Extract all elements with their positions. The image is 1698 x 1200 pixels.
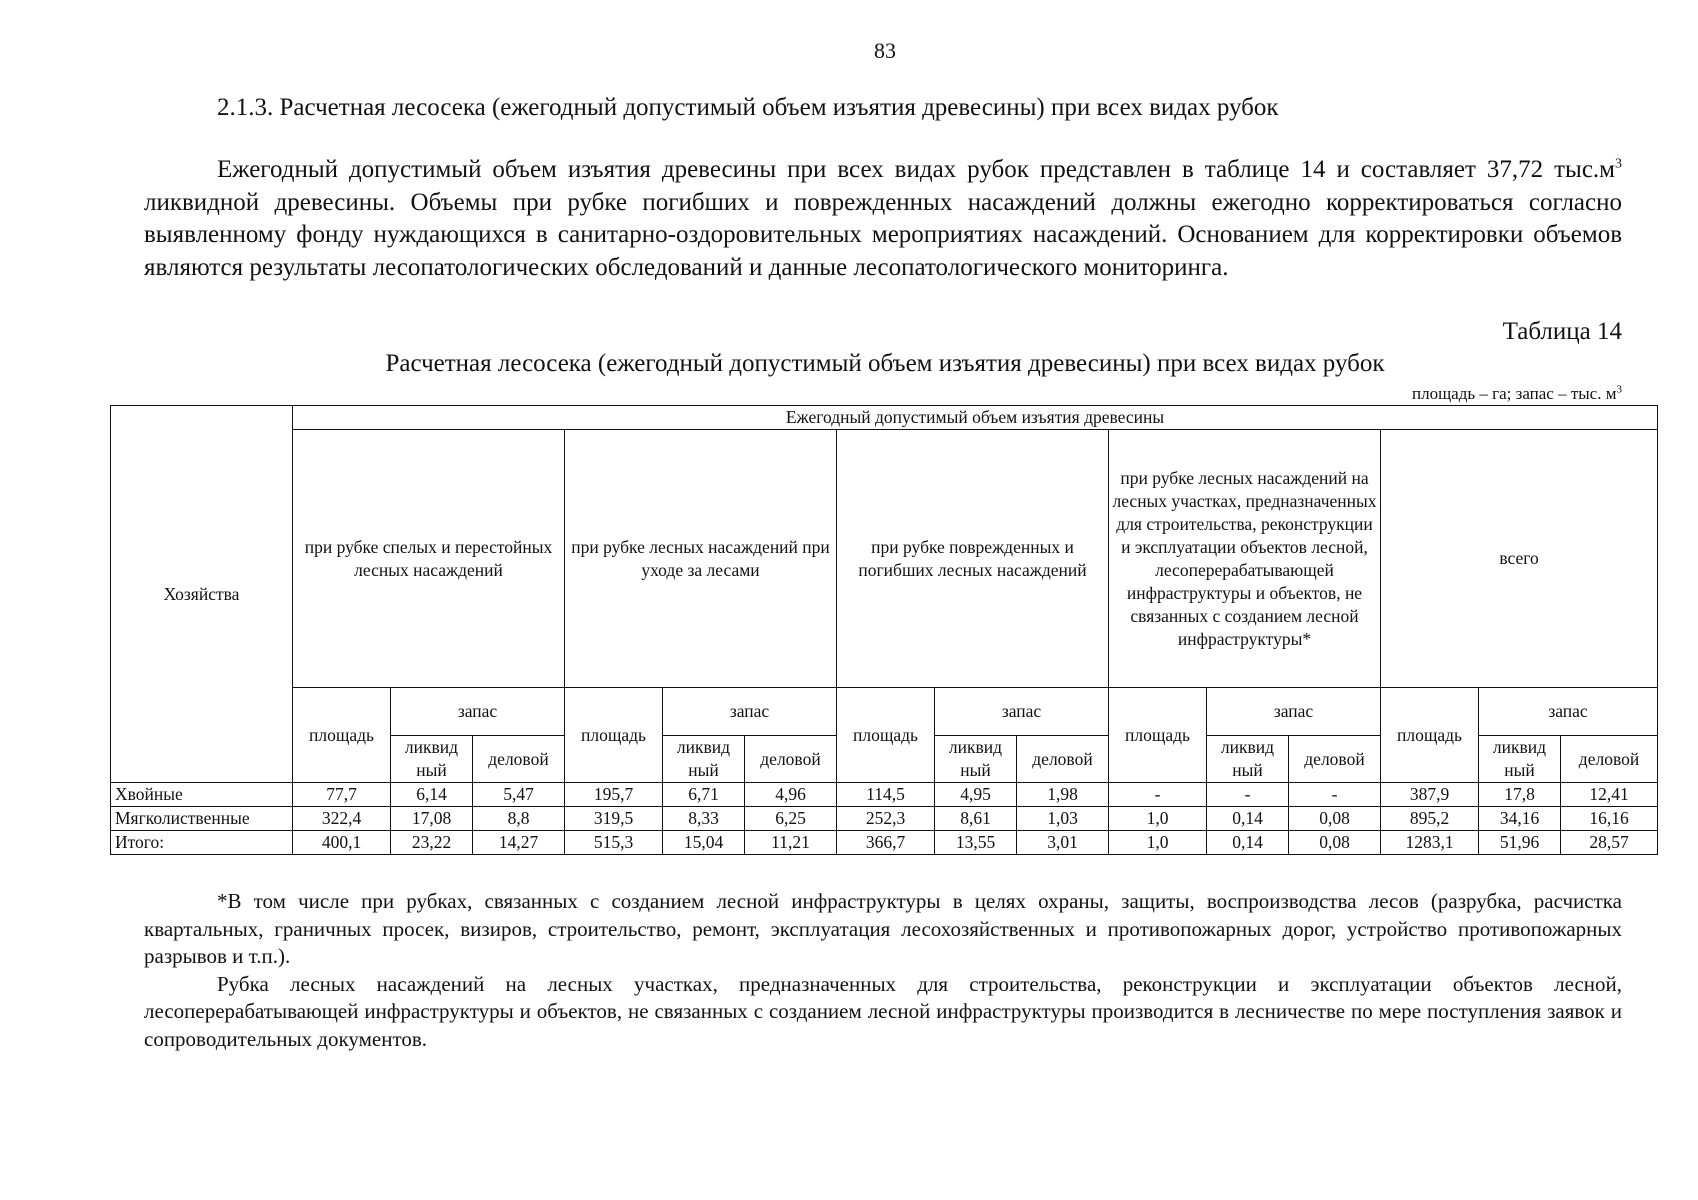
table-cell: 3,01 <box>1017 831 1109 855</box>
row-label: Хвойные <box>111 783 293 807</box>
table-cell: 1,98 <box>1017 783 1109 807</box>
table-cell: 195,7 <box>565 783 663 807</box>
table-cell: 322,4 <box>293 807 391 831</box>
header-farms: Хозяйства <box>111 406 293 783</box>
table-label: Таблица 14 <box>1502 318 1622 345</box>
header-business: деловой <box>1289 736 1381 783</box>
header-annual-volume: Ежегодный допустимый объем изъятия древесины <box>293 406 1658 430</box>
table-cell: 12,41 <box>1561 783 1658 807</box>
table-cell: 15,04 <box>663 831 745 855</box>
header-business: деловой <box>1561 736 1658 783</box>
header-business: деловой <box>473 736 565 783</box>
table-cell: 23,22 <box>391 831 473 855</box>
table-cell: 0,14 <box>1207 831 1289 855</box>
table-cell: 6,25 <box>745 807 837 831</box>
table-row <box>111 831 1658 855</box>
header-group-infrastructure: при рубке лесных насаждений на лесных участках, предназначенных для строительства, реконструкции и эксплуатации объектов лесной, лесоперерабатывающей инфраструктуры и объектов, не связанных с созданием лесной инфраструктуры* <box>1109 430 1381 688</box>
header-stock: запас <box>391 688 565 736</box>
table-cell: 8,33 <box>663 807 745 831</box>
table-row <box>111 783 1658 807</box>
table-cell: 895,2 <box>1381 807 1479 831</box>
header-area: площадь <box>837 688 935 783</box>
table-cell: 17,8 <box>1479 783 1561 807</box>
table-cell: 515,3 <box>565 831 663 855</box>
header-group-total: всего <box>1381 430 1658 688</box>
table-cell: - <box>1289 783 1381 807</box>
intro-text-end: ликвидной древесины. Объемы при рубке погибших и поврежденных насаждений должны ежегодно корректироваться согласно выявленному фонду нуждающихся в санитарно-оздоровительных мероприятиях насаждений. Основанием для корректировки объемов являются результаты лесопатологических обследований и данные лесопатологического мониторинга. <box>144 188 1622 281</box>
table-title: Расчетная лесосека (ежегодный допустимый объем изъятия древесины) при всех видах рубок <box>385 350 1385 377</box>
header-area: площадь <box>565 688 663 783</box>
table-cell: 4,95 <box>935 783 1017 807</box>
table-cell: 34,16 <box>1479 807 1561 831</box>
row-label: Мягколиственные <box>111 807 293 831</box>
table-cell: 114,5 <box>837 783 935 807</box>
table-cell: 319,5 <box>565 807 663 831</box>
table-row <box>111 807 1658 831</box>
table-cell: 51,96 <box>1479 831 1561 855</box>
page-number: 83 <box>874 38 896 63</box>
table-cell: 400,1 <box>293 831 391 855</box>
table-cell: - <box>1207 783 1289 807</box>
intro-text-start: Ежегодный допустимый объем изъятия древесины при всех видах рубок представлен в таблице 14 и составляет 37,72 тыс.м <box>217 156 1615 183</box>
header-area: площадь <box>1109 688 1207 783</box>
header-stock: запас <box>1479 688 1658 736</box>
table-cell: 1,0 <box>1109 807 1207 831</box>
header-business: деловой <box>745 736 837 783</box>
table-cell: - <box>1109 783 1207 807</box>
table-cell: 366,7 <box>837 831 935 855</box>
table-cell: 252,3 <box>837 807 935 831</box>
footnotes <box>144 888 1622 1053</box>
table-cell: 6,71 <box>663 783 745 807</box>
header-stock: запас <box>935 688 1109 736</box>
intro-paragraph <box>144 154 1622 284</box>
table-cell: 0,08 <box>1289 807 1381 831</box>
table-cell: 0,08 <box>1289 831 1381 855</box>
section-heading: 2.1.3. Расчетная лесосека (ежегодный допустимый объем изъятия древесины) при всех видах рубок <box>217 94 1279 121</box>
header-group-damaged: при рубке поврежденных и погибших лесных насаждений <box>837 430 1109 688</box>
header-stock: запас <box>663 688 837 736</box>
header-group-thinning: при рубке лесных насаждений при уходе за лесами <box>565 430 837 688</box>
row-label: Итого: <box>111 831 293 855</box>
units-note <box>1412 384 1622 404</box>
table-cell: 16,16 <box>1561 807 1658 831</box>
footnote-infrastructure: *В том числе при рубках, связанных с созданием лесной инфраструктуры в целях охраны, защиты, воспроизводства лесов (разрубка, расчистка квартальных, граничных просек, визиров, строительство, ремонт, эксплуатация лесохозяйственных и противопожарных дорог, устройство противопожарных разрывов и т.п.). <box>144 889 1622 968</box>
table-cell: 5,47 <box>473 783 565 807</box>
table-cell: 6,14 <box>391 783 473 807</box>
table-cell: 8,8 <box>473 807 565 831</box>
table-cell: 1,03 <box>1017 807 1109 831</box>
table-cell: 8,61 <box>935 807 1017 831</box>
allowable-cut-table <box>110 405 1658 855</box>
units-text: площадь – га; запас – тыс. м <box>1412 384 1617 403</box>
header-business: деловой <box>1017 736 1109 783</box>
header-stock: запас <box>1207 688 1381 736</box>
table-cell: 14,27 <box>473 831 565 855</box>
header-liquid: ликвид ный <box>391 736 473 783</box>
header-liquid: ликвид ный <box>935 736 1017 783</box>
header-group-mature: при рубке спелых и перестойных лесных насаждений <box>293 430 565 688</box>
header-liquid: ликвид ный <box>1207 736 1289 783</box>
table-cell: 0,14 <box>1207 807 1289 831</box>
table-cell: 28,57 <box>1561 831 1658 855</box>
units-superscript: 3 <box>1616 383 1622 396</box>
table-cell: 1,0 <box>1109 831 1207 855</box>
header-liquid: ликвид ный <box>1479 736 1561 783</box>
table-cell: 13,55 <box>935 831 1017 855</box>
table-cell: 17,08 <box>391 807 473 831</box>
table-cell: 4,96 <box>745 783 837 807</box>
cubic-superscript: 3 <box>1615 156 1622 172</box>
footnote-applications: Рубка лесных насаждений на лесных участках, предназначенных для строительства, реконструкции и эксплуатации объектов лесной, лесоперерабатывающей инфраструктуры и объектов, не связанных с созданием лесной инфраструктуры производится в лесничестве по мере поступления заявок и сопроводительных документов. <box>144 971 1622 1051</box>
header-area: площадь <box>1381 688 1479 783</box>
table-cell: 77,7 <box>293 783 391 807</box>
header-liquid: ликвид ный <box>663 736 745 783</box>
table-cell: 387,9 <box>1381 783 1479 807</box>
table-cell: 1283,1 <box>1381 831 1479 855</box>
header-area: площадь <box>293 688 391 783</box>
table-cell: 11,21 <box>745 831 837 855</box>
